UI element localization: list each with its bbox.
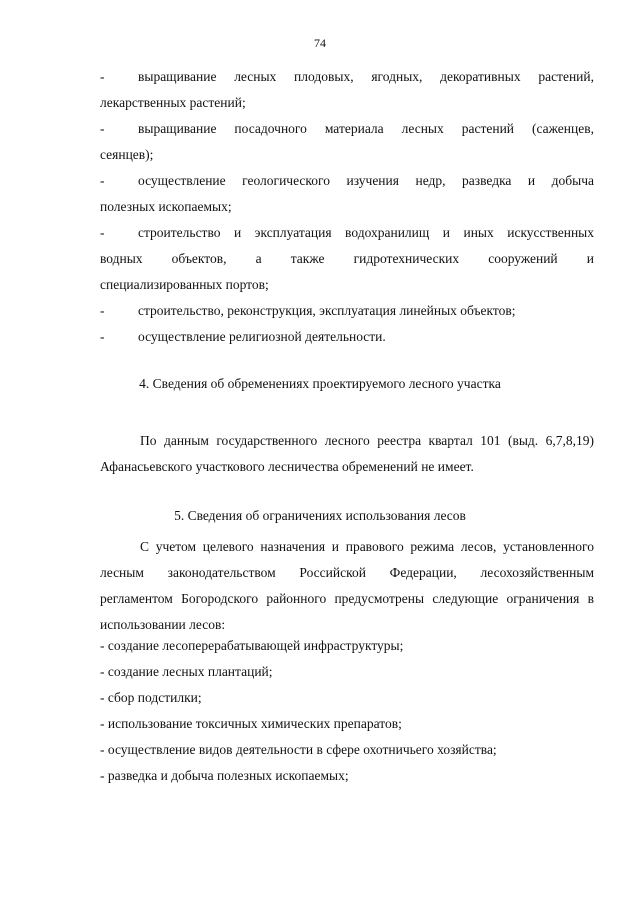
paragraph [100,534,594,638]
list-item: - разведка и добыча полезных ископаемых; [100,768,349,783]
section-heading: 4. Сведения об обременениях проектируемого лесного участка [139,376,501,391]
list-item: - использование токсичных химических препаратов; [100,716,402,731]
list-item: - сбор подстилки; [100,690,202,705]
list-item-continuation: полезных ископаемых; [100,199,232,214]
bullet-dash: - [100,303,105,318]
page-number: 74 [314,36,326,50]
paragraph-line: С учетом целевого назначения и правового режима лесов, установленного [140,539,594,554]
paragraph-line: регламентом Богородского районного предусмотрены следующие ограничения в [100,591,594,606]
paragraph-line: лесным законодательством Российской Федерации, лесохозяйственным [100,565,594,580]
list-item-text: осуществление религиозной деятельности. [138,329,386,344]
list-item-continuation: специализированных портов; [100,277,269,292]
list-item-continuation: водных объектов, а также гидротехнических сооружений и [100,251,594,266]
list-item-text: осуществление геологического изучения недр, разведка и добыча [138,173,594,188]
bullet-dash: - [100,329,105,344]
bullet-dash: - [100,121,105,136]
list-item [100,324,594,350]
list-item [100,168,594,220]
paragraph [100,428,594,480]
list-item-text: выращивание посадочного материала лесных растений (саженцев, [138,121,594,136]
list-item-text: строительство и эксплуатация водохранилищ и иных искусственных [138,225,594,240]
list-item: - создание лесных плантаций; [100,664,273,679]
list-item [100,298,594,324]
list-item [100,116,594,168]
paragraph-line: По данным государственного лесного реестра квартал 101 (выд. 6,7,8,19) [140,433,594,448]
list-item: - создание лесоперерабатывающей инфраструктуры; [100,638,404,653]
bullet-dash: - [100,225,105,240]
list-item-continuation: сеянцев); [100,147,154,162]
list-item [100,64,594,116]
list-item-text: выращивание лесных плодовых, ягодных, декоративных растений, [138,69,594,84]
list-item-continuation: лекарственных растений; [100,95,246,110]
paragraph-line: Афанасьевского участкового лесничества обременений не имеет. [100,459,474,474]
list-item-text: строительство, реконструкция, эксплуатация линейных объектов; [138,303,516,318]
bullet-dash: - [100,173,105,188]
paragraph-line: использовании лесов: [100,617,226,632]
bullet-dash: - [100,69,105,84]
list-item [100,220,594,298]
list-item: - осуществление видов деятельности в сфере охотничьего хозяйства; [100,742,497,757]
section-heading: 5. Сведения об ограничениях использования лесов [174,508,466,523]
